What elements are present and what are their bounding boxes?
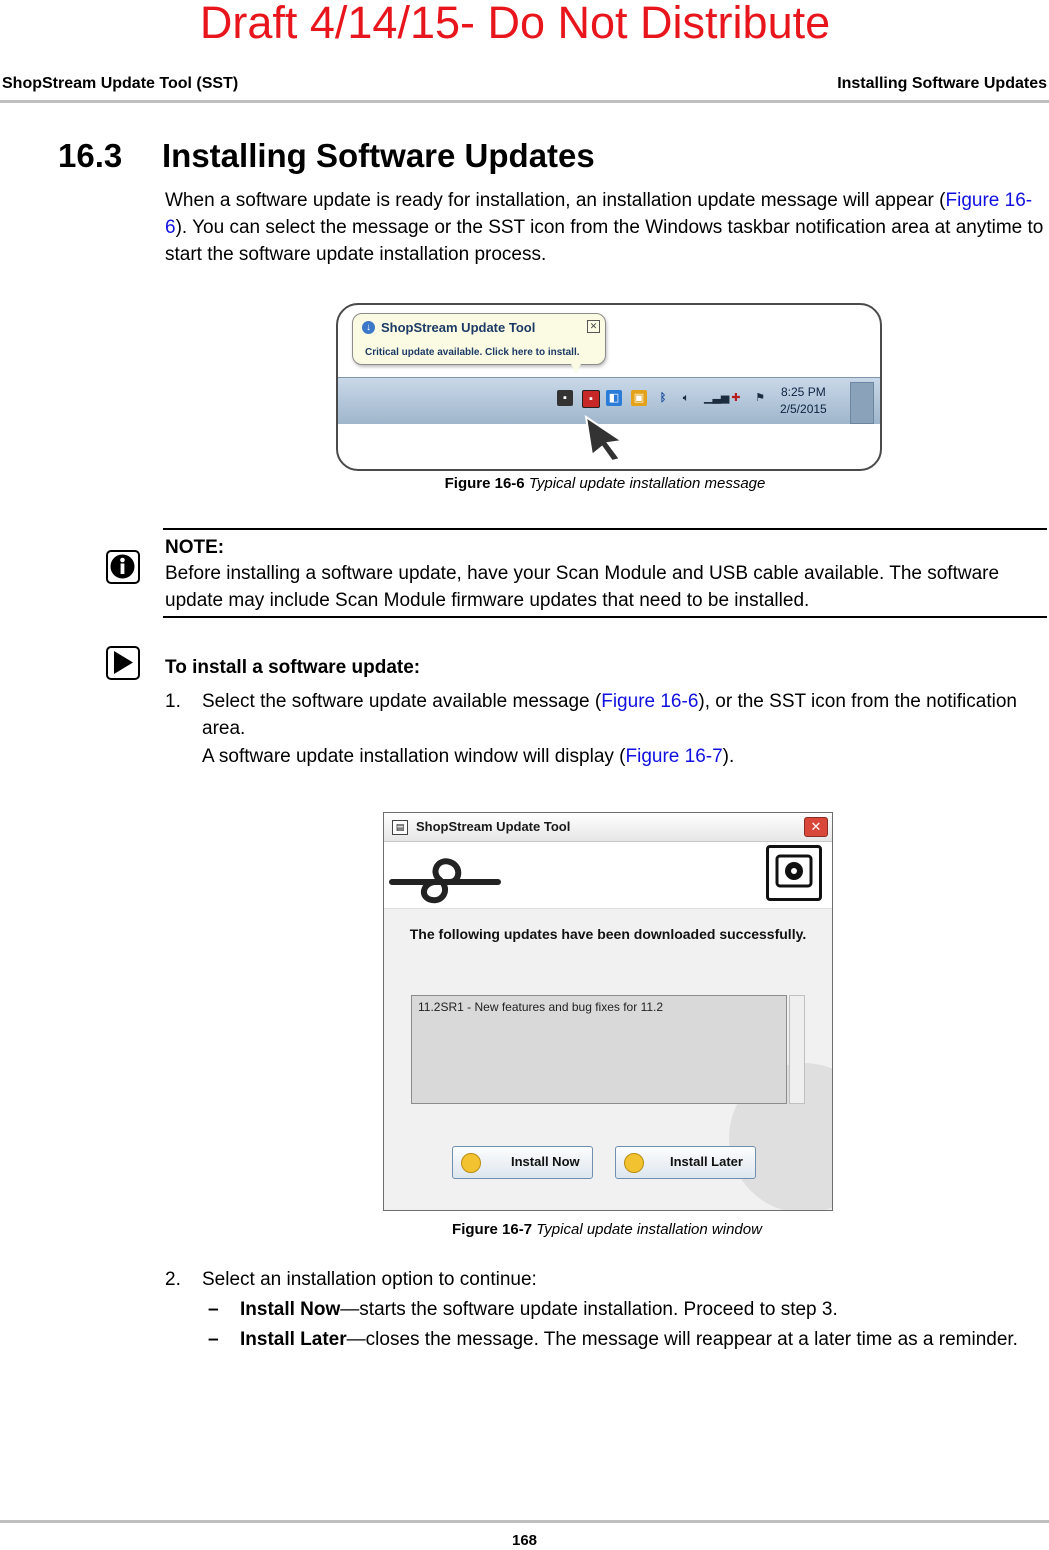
balloon-message: Critical update available. Click here to install. (365, 347, 580, 358)
option-install-now-text: —starts the software update installation. Proceed to step 3. (340, 1299, 838, 1320)
network-tray-icon[interactable]: ◧ (606, 390, 622, 406)
step-1-text-b: ), or the SST icon from the notification area. (202, 691, 1017, 739)
intro-text-1: When a software update is ready for installation, an installation update message will appear ( (165, 190, 946, 211)
action-center-flag-icon[interactable]: ⚑ (755, 392, 765, 404)
caption-text: Typical update installation message (528, 475, 766, 492)
figure-16-7-caption (0, 1221, 1049, 1238)
option-2-dash: – (208, 1329, 219, 1350)
install-later-button[interactable] (615, 1146, 756, 1179)
updates-list[interactable] (411, 995, 787, 1104)
note-info-icon (106, 550, 140, 584)
install-later-icon (624, 1153, 644, 1173)
step-1-text (202, 688, 1042, 742)
section-heading (58, 134, 595, 178)
option-install-now-label: Install Now (240, 1299, 341, 1320)
note-top-rule (163, 528, 1047, 530)
note-text: Before installing a software update, have your Scan Module and USB cable available. The software update may include Scan Module firmware updates that need to be installed. (165, 563, 1000, 611)
bluetooth-icon[interactable]: ᛒ (659, 392, 667, 404)
option-1-dash: – (208, 1299, 219, 1320)
caption-label: Figure 16-6 (444, 475, 525, 492)
security-icon[interactable]: ✚ (731, 392, 741, 404)
step-1-text-a: Select the software update available message ( (202, 691, 602, 712)
snapon-logo-icon (388, 848, 568, 908)
option-install-later-text: —closes the message. The message will reappear at a later time as a reminder. (346, 1329, 1018, 1350)
option-install-later-label: Install Later (240, 1329, 347, 1350)
sst-tray-icon[interactable]: ▪ (582, 390, 600, 408)
install-later-label: Install Later (670, 1154, 743, 1169)
folder-tray-icon[interactable]: ▣ (631, 390, 647, 406)
tray-app-icon[interactable]: ▪ (557, 390, 573, 406)
window-heading: The following updates have been downloaded successfully. (409, 926, 807, 942)
caption-text-7: Typical update installation window (536, 1221, 762, 1238)
header-rule (0, 100, 1049, 103)
window-title: ShopStream Update Tool (416, 819, 571, 834)
info-download-icon: ↓ (362, 321, 375, 334)
update-list-item[interactable]: 11.2SR1 - New features and bug fixes for 11.2 (418, 1000, 664, 1014)
step-2-text: Select an installation option to continue: (202, 1269, 537, 1290)
balloon-title: ShopStream Update Tool (381, 320, 536, 335)
show-desktop-button[interactable] (850, 382, 874, 424)
step-1-result (202, 743, 1042, 770)
install-now-label: Install Now (511, 1154, 580, 1169)
speaker-icon[interactable]: 🔈︎ (682, 392, 690, 404)
procedure-arrow-icon (106, 646, 140, 680)
signal-icon[interactable]: ▁▃▅ (704, 392, 730, 404)
figure-16-7-link[interactable]: Figure 16-7 (625, 746, 723, 767)
option-install-later (240, 1326, 1030, 1353)
install-now-icon (461, 1153, 481, 1173)
figure-16-6 (336, 303, 882, 471)
figure-16-6-link-step1[interactable]: Figure 16-6 (601, 691, 699, 712)
clock-time: 8:25 PM (781, 385, 826, 399)
balloon-close-button[interactable]: ✕ (587, 320, 600, 333)
page-number: 168 (511, 1532, 538, 1549)
window-banner (384, 842, 832, 909)
intro-text-2: ). You can select the message or the SST icon from the Windows taskbar notification area at anytime to start the software update installation process. (165, 217, 1044, 265)
header-chapter-title: Installing Software Updates (837, 75, 1047, 92)
note-label: NOTE: (165, 537, 225, 558)
window-titlebar (384, 813, 832, 842)
footer-rule (0, 1520, 1049, 1523)
step-1-number: 1. (165, 691, 181, 712)
step-2-number: 2. (165, 1269, 181, 1290)
window-close-button[interactable]: ✕ (804, 817, 828, 837)
procedure-title: To install a software update: (165, 657, 421, 678)
balloon-pointer (566, 355, 586, 373)
draft-watermark: Draft 4/14/15- Do Not Distribute (199, 0, 831, 48)
scan-module-icon (766, 845, 822, 901)
step-1-result-b: ). (722, 746, 735, 767)
intro-paragraph (165, 187, 1045, 268)
updates-list-scrollbar[interactable] (789, 995, 805, 1104)
step-1-result-a: A software update installation window will display ( (202, 746, 626, 767)
clock-date: 2/5/2015 (780, 402, 827, 416)
figure-16-6-link[interactable]: Figure 16-6 (165, 190, 1033, 238)
option-install-now (240, 1296, 1040, 1323)
figure-16-7-update-window (383, 812, 833, 1211)
install-now-button[interactable] (452, 1146, 593, 1179)
mouse-cursor-icon (582, 415, 630, 463)
window-app-icon: ▤ (392, 820, 408, 835)
figure-16-6-caption (0, 475, 1049, 492)
taskbar-clock[interactable] (780, 384, 827, 418)
note-bottom-rule (163, 616, 1047, 618)
section-number: 16.3 (58, 137, 123, 174)
section-title: Installing Software Updates (162, 137, 595, 174)
header-doc-title: ShopStream Update Tool (SST) (2, 75, 239, 92)
caption-label-7: Figure 16-7 (452, 1221, 533, 1238)
